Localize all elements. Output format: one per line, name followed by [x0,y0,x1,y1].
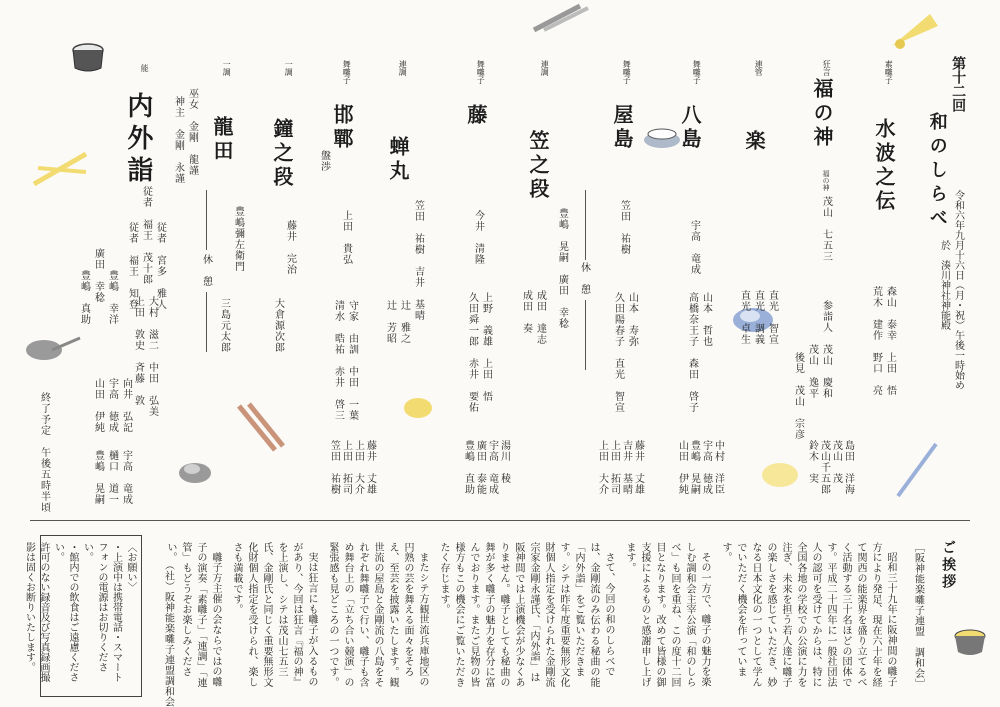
category-label: 素囃子 [884,60,894,84]
chorus-member: 藤井 丈雄 [364,440,376,495]
chorus-member: 上田 拓司 [608,440,620,495]
hayashi-member: 上田 敦史 斉藤 敦 [132,296,144,406]
performer: 荒木 建作 野口 亮 [870,286,882,396]
performer: 高橋奈王子 森田 啓子 [686,292,698,413]
notice-heading: 〈お願い〉 [125,542,136,592]
koken-name: 廣田 幸稔 [92,248,104,303]
chorus-member: 豊嶋 直助 [462,440,474,495]
cast-name: 笠田 祐樹 吉井 基晴 [412,200,424,321]
program-title: 鐘之段 [270,118,294,190]
performer: 森山 泰幸 上田 悟 [884,286,896,396]
category-label: 連管 [754,60,764,76]
performer: 直光 調義 [752,290,764,345]
role-label: 盤渉 [318,150,330,172]
performer: 従者 宮多 雅人 [154,222,166,310]
series-number: 第十二回 [950,56,967,112]
program-title: 邯鄲 [330,104,354,152]
koken-name: 後見 茂山 宗彦 [792,352,804,440]
notice-item: 許可のない録音及び写真録画撮影は固くお断りいたします。 [23,542,49,682]
program-title: 藤 [464,104,488,128]
performer: 山本 寿弥 [626,292,638,347]
greeting-heading: ご挨拶 [940,540,957,591]
notice-item: ・館内での飲食はご遠慮ください。 [52,542,78,682]
greeting-signature: （社）阪神能楽囃子連盟調和会 [162,560,174,707]
intermission-label: 休 憩 [200,254,212,287]
page-title: 和のしらべ [926,112,948,232]
performer: 従者 福王 知登 [126,222,138,310]
chorus-member: 上田 大介 [352,440,364,495]
performer: 久田舜一郎 赤井 要佑 [466,292,478,413]
performer: 辻 芳昭 [384,300,396,344]
intermission-rule [206,292,207,352]
program-title: 楽 [742,130,766,154]
greeting-paragraph: 昭和三十九年に阪神間の囃子方により発足、現在六十年を経て関西の能楽界を盛り立てるべく活動する三十名ほどの団体です。平成二十四年に一般社団法人の認可を受けてからは、特に全国各地の学校での公演に力を注ぎ、未来を担う若人達に囃子の楽しさを感じていただき、妙なる日本文化の一つとして学んでいただく機会を作っています。 [720,542,896,688]
event-venue: 於 湊川神社神能殿 [938,240,950,330]
intermission-label: 休 憩 [578,262,590,295]
end-time: 終了予定 午後五時半頃 [38,392,50,513]
chorus-member: 豊嶋 晃嗣 [688,440,700,495]
cast-name: 藤井 完治 [284,220,296,275]
role-label: 福の神 [822,170,831,191]
chorus-member: 山田 伊純 [92,378,104,433]
performer: 三島元太郎 [218,298,230,353]
program-title: 内外詣 [122,92,153,188]
event-date: 令和六年九月十六日（月・祝）午後一時始め [952,190,964,390]
category-label: 狂言 [822,60,832,76]
cast-name: 上田 貴弘 [340,210,352,265]
taiko-drum-icon [68,42,108,76]
drum-icon [22,330,82,370]
intermission-rule [206,190,207,250]
program-title: 龍田 [210,116,234,164]
performer: 直光 卓生 [738,290,750,345]
cast-name: 今井 清隆 [472,210,484,265]
gray-drum-icon [172,455,218,491]
cast-name: 宇高 竜成 [688,220,700,275]
sticks-icon [30,148,90,188]
chorus-member: 向井 弘記 [120,378,132,433]
chorus-member: 上田 拓司 [340,440,352,495]
chorus-member: 藤井 丈雄 [632,440,644,495]
greeting-paragraph: その一方で、囃子の魅力を楽しむ調和会主宰公演「和のしらべ」も回を重ね、この度十二回目となります。改めて皆様の御支援によるものと感謝申し上げます。 [624,542,710,688]
category-label: 舞囃子 [692,60,702,84]
chorus-member: 宇高 徳成 [106,378,118,433]
cast-name: 茂山 七五三 [820,196,832,262]
intermission-rule [585,190,586,260]
flute-icon [530,2,590,32]
performer: 成田 達志 [534,290,546,345]
hayashi-member: 大村 滋二 中田 弘美 [146,296,158,417]
taiko-sticks-icon [235,400,287,454]
performer: 直光 智宣 [766,290,778,345]
performer: 久田陽春子 直光 智宣 [612,292,624,413]
cast-name: 豊嶋彌左衛門 [232,206,244,272]
section-divider [30,520,970,521]
greeting-body [158,542,898,692]
chorus-member: 宇高 徳成 [700,440,712,495]
program-title: 屋島 [610,104,634,152]
program-title: 八島 [678,104,702,152]
chorus-member: 島田 洋海 [842,440,854,495]
chorus-member: 茂山 茂 [830,440,842,484]
performer: 茂山 逸平 [806,300,818,399]
performer: 辻 雅之 [398,300,410,344]
chorus-member: 鈴木 実 [806,440,818,484]
blue-flute-icon [892,440,942,500]
performer: 山本 哲也 [700,292,712,347]
koken-name: 豊嶋 幸洋 [106,270,118,325]
intermission-rule [585,300,586,370]
bottom-drum-icon [950,620,990,660]
shite-name: 神主 金剛 永謹 [172,96,184,184]
cast-name: 豊嶋 晃嗣 廣田 幸稔 [556,208,568,329]
notice-content [21,542,137,690]
performer: 成田 奏 [520,290,532,334]
notice-item: ・上演中は携帯電話・スマートフォンの電源はお切りください。 [81,542,122,682]
category-label: 連調 [540,60,550,76]
chorus-member: 宇高 竜成 [486,440,498,495]
category-label: 舞囃子 [622,60,632,84]
category-label: 連調 [398,60,408,76]
chorus-member: 中村 洋臣 [712,440,724,495]
chorus-member: 山田 伊純 [676,440,688,495]
performer: 清水 晧祐 赤井 啓三 [332,300,344,421]
yellow-drum-icon [398,392,438,426]
chorus-member: 吉井 基晴 [620,440,632,495]
program-title: 蝉丸 [386,136,410,184]
notice-box [23,535,142,697]
category-label: 能 [140,64,150,72]
program-title: 水波之伝 [872,118,896,214]
greeting-paragraph: 実は狂言にも囃子が入るものがあり、今回は狂言『福の神』を上演し、シテは茂山七五三氏、金剛氏と同じく重要無形文化財個人指定を受けられ、楽しさも満載です。 [231,542,317,688]
chorus-member: 上田 大介 [596,440,608,495]
chorus-member: 豊嶋 晃嗣 [92,450,104,505]
org-title: ［阪神能楽囃子連盟 調和会］ [912,542,924,689]
fan-icon [882,6,942,56]
greeting-paragraph: またシテ方観世流兵庫地区の円熟の芸を舞える面々をそろえ、至芸を披露いたします。観世流の屋島と金剛流の八島をそれぞれ舞囃子で行い、囃子も含め舞台上の「立ち合い競演」の緊張感も見どころの一つです。 [327,542,428,688]
chorus-member: 茂山千五郎 [818,440,830,495]
performer: 守家 由訓 中田 一葉 [346,300,358,421]
performer: 上野 義雄 上田 悟 [480,292,492,402]
greeting-paragraph: さて、今回の和のしらべでは、金剛流のみ伝わる秘曲の能「内外詣」をご覧いただきます。シテは昨年度重要無形文化財個人指定を受けられた金剛流宗家金剛永謹氏、「内外詣」は阪神間では上演機会が少なくありません。囃子としても秘曲の舞が多く囃子の魅力を存分に富んでおります。またご見物の皆様方もこの機会にご覧いただきたく存じます。 [438,542,614,688]
chorus-member: 樋口 道一 [106,450,118,505]
chorus-member: 湯川 稜 [498,440,510,484]
performer: 大倉源次郎 [272,298,284,353]
chorus-member: 廣田 泰能 [474,440,486,495]
performer: 参詣人 茂山 慶和 [820,300,832,399]
greeting-paragraph: 囃子方主催の会ならではの囃子の演奏「素囃子」「連調」「連管」もどうぞお楽しみください。 [165,542,221,688]
chorus-member: 宇高 竜成 [120,450,132,505]
category-label: 舞囃子 [342,60,352,84]
koken-name: 豊嶋 真助 [78,270,90,325]
category-label: 一調 [222,60,232,76]
category-label: 舞囃子 [476,60,486,84]
cast-name: 笠田 祐樹 [618,200,630,255]
program-title: 笠之段 [526,130,550,202]
shite-name: 巫女 金剛 龍謹 [186,88,198,176]
program-title: 福の神 [810,78,834,150]
category-label: 一調 [284,60,294,76]
chorus-member: 笠田 祐樹 [328,440,340,495]
performer: 従者 福王 茂十郎 [140,186,152,285]
yellow-tsuzumi-icon [758,455,802,495]
